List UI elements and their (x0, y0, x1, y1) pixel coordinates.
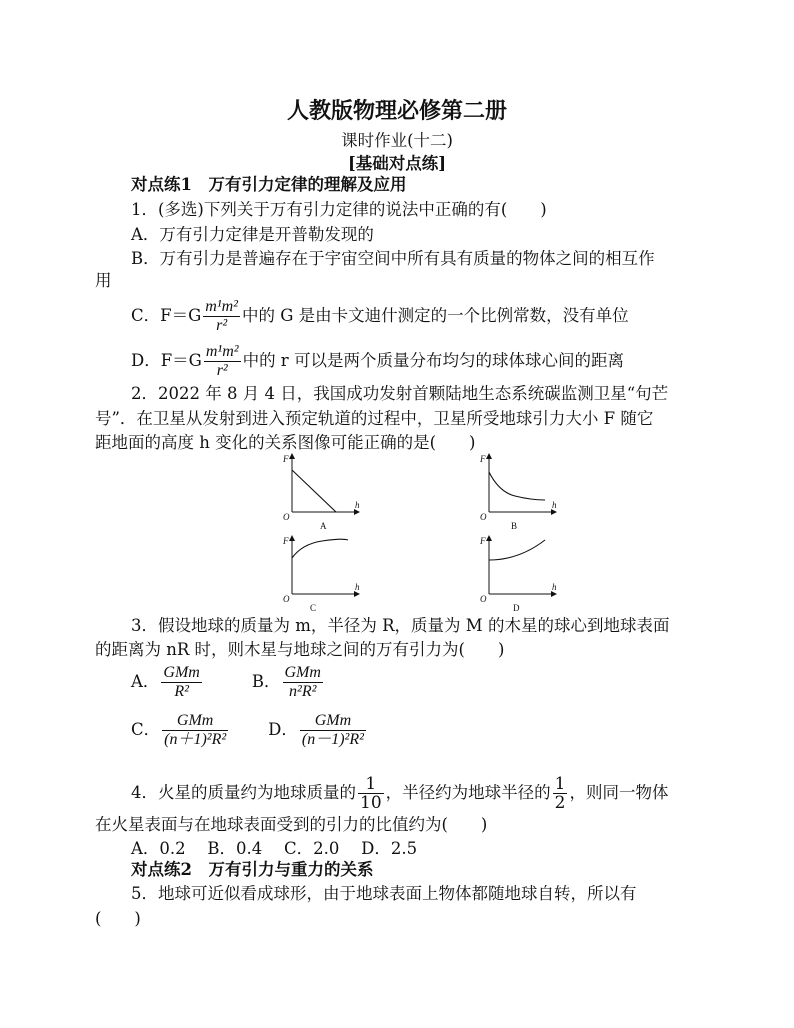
graph-a-origin: O (283, 512, 290, 522)
q4-suffix: ，则同一物体 (569, 783, 669, 802)
q3-c-den: (n＋1)²R² (164, 731, 227, 748)
part1-heading: 对点练1 万有引力定律的理解及应用 (131, 175, 407, 194)
q3-b-num: GMm (284, 664, 321, 681)
graph-c-label: C (310, 603, 317, 613)
graph-a-x-label: h (355, 500, 360, 510)
q1-d-fraction (204, 343, 241, 380)
q3-d-den: (n－1)²R² (301, 731, 364, 748)
q4-fraction-2 (553, 775, 568, 812)
q1-c-frac-num: m¹m² (205, 298, 238, 315)
q3-c-num: GMm (162, 712, 228, 731)
q1-c-prefix: C．F＝G (131, 306, 202, 325)
q1-d-frac-num: m¹m² (205, 343, 239, 360)
page-title: 人教版物理必修第二册 (286, 98, 507, 124)
q1-option-c (131, 298, 629, 335)
q1-c-frac-den: r² (216, 317, 228, 334)
q1-d-frac-den: r² (216, 362, 228, 379)
graph-c-curve (292, 539, 348, 558)
q3-d-fraction (300, 712, 366, 749)
q4-fraction-1 (358, 775, 384, 812)
q3-options-cd (131, 712, 368, 749)
q3-d-num: GMm (300, 712, 366, 731)
graph-c-origin: O (283, 594, 290, 604)
q2-line1: 2．2022 年 8 月 4 日，我国成功发射首颗陆地生态系统碳监测卫星“句芒 (131, 384, 669, 403)
graph-b-curve (489, 472, 545, 500)
q4-line2: 在火星表面与在地球表面受到的引力的比值约为( ) (95, 815, 488, 834)
q3-line1: 3．假设地球的质量为 m，半径为 R，质量为 M 的木星的球心到地球表面 (131, 616, 670, 635)
q4-f1-num: 1 (358, 775, 384, 794)
q3-d-label: D． (268, 720, 298, 739)
q1-c-suffix: 中的 G 是由卡文迪什测定的一个比例常数，没有单位 (241, 306, 629, 325)
graph-a-label: A (320, 521, 327, 531)
q3-b-den: n²R² (289, 683, 317, 700)
graph-c-x-label: h (355, 582, 360, 592)
graph-c-y-arrow (289, 535, 295, 541)
graph-a-y-label: F (283, 454, 289, 464)
q1-stem: 1．(多选)下列关于万有引力定律的说法中正确的有( ) (131, 200, 547, 219)
graph-d-label: D (513, 603, 520, 613)
q5-line1: 5．地球可近似看成球形，由于地球表面上物体都随地球自转，所以有 (131, 884, 637, 903)
graph-b-origin: O (480, 512, 487, 522)
graph-b-x-label: h (552, 500, 557, 510)
q2-line2: 号”．在卫星从发射到进入预定轨道的过程中，卫星所受地球引力大小 F 随它 (95, 409, 654, 428)
graph-d-y-label: F (480, 536, 486, 546)
q4-f2-num: 1 (554, 774, 566, 794)
q3-a-fraction (161, 664, 201, 701)
q4-options: A．0.2 B．0.4 C．2.0 D．2.5 (131, 839, 418, 858)
q4-line1 (131, 775, 668, 812)
q3-a-label: A． (131, 672, 160, 691)
graph-b-y-label: F (480, 454, 486, 464)
q3-b-fraction (283, 664, 323, 701)
q3-c-fraction (162, 712, 228, 749)
q2-line3: 距地面的高度 h 变化的关系图像可能正确的是( ) (95, 433, 476, 452)
q4-f2-den: 2 (554, 793, 566, 813)
graph-a-curve (292, 470, 336, 512)
graph-b-y-arrow (486, 453, 492, 459)
part2-heading: 对点练2 万有引力与重力的关系 (131, 860, 374, 879)
page-subtitle: 课时作业(十二) (341, 131, 453, 150)
graph-b-label: B (511, 521, 518, 531)
graph-d-x-label: h (552, 582, 557, 592)
graph-c (278, 532, 368, 614)
graph-a (278, 450, 368, 532)
q1-option-d (131, 343, 624, 380)
q1-option-b-line1: B．万有引力是普遍存在于宇宙空间中所有具有质量的物体之间的相互作 (131, 249, 655, 268)
q5-line2: ( ) (95, 909, 141, 928)
q1-option-b-line2: 用 (95, 271, 112, 290)
graph-d-y-arrow (486, 535, 492, 541)
q3-a-num: GMm (163, 664, 200, 681)
q1-d-prefix: D．F＝G (131, 351, 202, 370)
q3-line2: 的距离为 nR 时，则木星与地球之间的万有引力为( ) (95, 640, 505, 659)
q1-c-fraction (203, 298, 240, 335)
graph-d-curve (489, 540, 545, 560)
graph-d (475, 532, 565, 614)
q1-option-a: A．万有引力定律是开普勒发现的 (131, 225, 374, 244)
section-heading: [基础对点练] (347, 154, 447, 173)
q3-c-label: C． (131, 720, 161, 739)
q4-middle: ，半径约为地球半径的 (385, 783, 551, 802)
graph-c-y-label: F (283, 536, 289, 546)
q3-options-ab (131, 664, 325, 701)
q1-d-suffix: 中的 r 可以是两个质量分布均匀的球体球心间的距离 (242, 351, 624, 370)
graph-b (475, 450, 565, 532)
graph-d-origin: O (480, 594, 487, 604)
q3-b-label: B． (251, 672, 281, 691)
q3-a-den: R² (174, 683, 189, 700)
graph-a-y-arrow (289, 453, 295, 459)
q4-f1-den: 10 (360, 793, 382, 813)
q4-prefix: 4．火星的质量约为地球质量的 (131, 783, 356, 802)
